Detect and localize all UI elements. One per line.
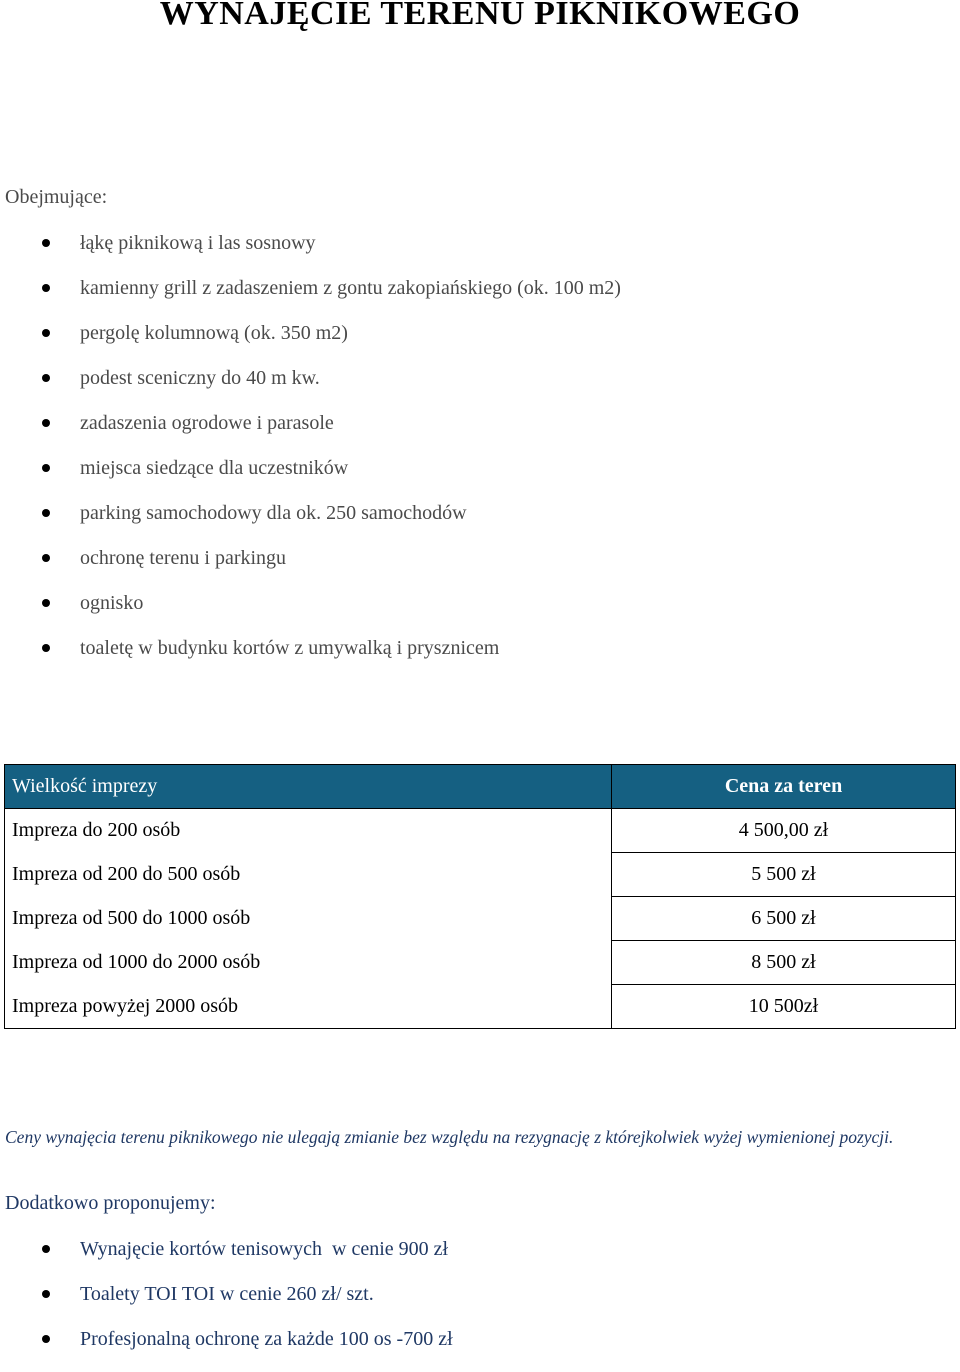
- bullet-icon: [42, 1335, 50, 1343]
- table-row: [5, 853, 956, 897]
- list-item: miejsca siedzące dla uczestników: [0, 456, 950, 501]
- list-item: podest sceniczny do 40 m kw.: [0, 366, 950, 411]
- list-item: ochronę terenu i parkingu: [0, 546, 950, 591]
- bullet-icon: [42, 239, 50, 247]
- event-size-cell: Impreza od 200 do 500 osób: [5, 853, 612, 897]
- table-row: [5, 809, 956, 853]
- table-header-row: [5, 765, 956, 809]
- list-item: parking samochodowy dla ok. 250 samochodów: [0, 501, 950, 546]
- list-item: zadaszenia ogrodowe i parasole: [0, 411, 950, 456]
- price-cell: 5 500 zł: [612, 853, 956, 897]
- includes-list: [0, 231, 950, 681]
- bullet-icon: [42, 1290, 50, 1298]
- price-cell: 10 500zł: [612, 985, 956, 1029]
- bullet-icon: [42, 374, 50, 382]
- list-item: Wynajęcie kortów tenisowych w cenie 900 zł: [0, 1237, 950, 1282]
- header-event-size: Wielkość imprezy: [5, 765, 612, 809]
- includes-label: Obejmujące:: [5, 186, 108, 208]
- bullet-icon: [42, 284, 50, 292]
- price-note: Ceny wynajęcia terenu piknikowego nie ulegają zmianie bez względu na rezygnację z którejkolwiek wyżej wymienionej pozycji.: [5, 1127, 894, 1147]
- list-item: toaletę w budynku kortów z umywalką i prysznicem: [0, 636, 950, 681]
- table-row: [5, 897, 956, 941]
- extras-label: Dodatkowo proponujemy:: [5, 1192, 216, 1214]
- bullet-icon: [42, 419, 50, 427]
- table-row: [5, 941, 956, 985]
- bullet-icon: [42, 554, 50, 562]
- extras-list: [0, 1237, 950, 1372]
- event-size-cell: Impreza do 200 osób: [5, 809, 612, 853]
- price-cell: 6 500 zł: [612, 897, 956, 941]
- header-price: Cena za teren: [612, 765, 956, 809]
- price-cell: 4 500,00 zł: [612, 809, 956, 853]
- page-title: WYNAJĘCIE TERENU PIKNIKOWEGO: [159, 0, 801, 32]
- event-size-cell: Impreza powyżej 2000 osób: [5, 985, 612, 1029]
- list-item: kamienny grill z zadaszeniem z gontu zakopiańskiego (ok. 100 m2): [0, 276, 950, 321]
- bullet-icon: [42, 464, 50, 472]
- list-item: łąkę piknikową i las sosnowy: [0, 231, 950, 276]
- table-row: [5, 985, 956, 1029]
- price-table: [4, 764, 956, 1029]
- bullet-icon: [42, 329, 50, 337]
- bullet-icon: [42, 599, 50, 607]
- event-size-cell: Impreza od 500 do 1000 osób: [5, 897, 612, 941]
- bullet-icon: [42, 644, 50, 652]
- list-item: pergolę kolumnową (ok. 350 m2): [0, 321, 950, 366]
- bullet-icon: [42, 509, 50, 517]
- bullet-icon: [42, 1245, 50, 1253]
- list-item: Toalety TOI TOI w cenie 260 zł/ szt.: [0, 1282, 950, 1327]
- list-item: Profesjonalną ochronę za każde 100 os -700 zł: [0, 1327, 950, 1372]
- event-size-cell: Impreza od 1000 do 2000 osób: [5, 941, 612, 985]
- price-cell: 8 500 zł: [612, 941, 956, 985]
- list-item: ognisko: [0, 591, 950, 636]
